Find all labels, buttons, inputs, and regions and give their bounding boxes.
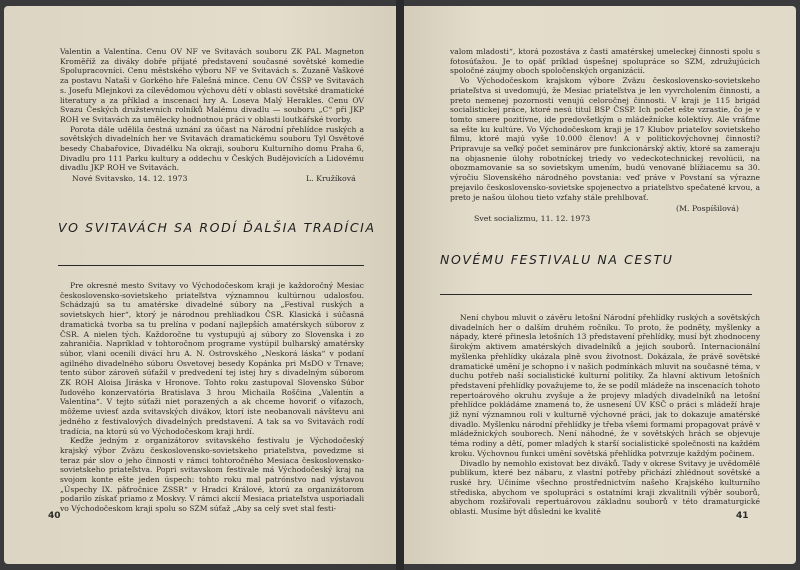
paragraph: Není chybou mluvit o závěru letošní Národní přehlídky ruských a sovětských divadelních her o dalším druhém ročníku. To proto, že podněty, myšlenky a nápady, které přinesla letošních 13 představení přehlídky, musí být zhodnoceny širokým aktivem amatérských divadelníků a jejich souborů. Internacionální myšlenka přehlídky ukázala plně svou životnost. Dokázala, že právě sovětské dramatické umění je schopno i v našich podmínkách mluvit na současné téma, v duchu potřeb naší socialistické kulturní politiky. Za hlavní aktivum letošních představení přehlídky považujeme to, že se podíl mládeže na inscenacích tohoto repertoárového okruhu zvyšuje a že projevy mladých divadelníků na letošní přehlídce pokládáme znamená to, že usnesení ÚV KSČ o práci s mládeží hraje již nyní významnou roli v kulturně výchovné práci, jak to dokazuje amatérské divadlo. Myšlenku národní přehlídky je třeba všemi formami propagovat právě v mládežnických souborech. Není náhodné, že v sovětských hrách se objevuje téma rodiny a dětí, pomer mladých k starší socialistické společnosti na každém kroku. Výchovnou funkci umění sovětská přehlídka potvrzuje každým počinem. [450, 313, 760, 458]
left-page [4, 6, 396, 564]
article-heading: VO SVITAVÁCH SA RODÍ ĎALŠIA TRADÍCIA [58, 220, 376, 235]
paragraph: Porota dále udělila čestná uznání za účast na Národní přehlídce ruských a sovětských divadelních her ve Svitavách dramatickému souboru Tyl Osvětové besedy Chabařovice, Divadélku Na okraji, souboru Kulturního domu Praha 6, Divadlu pro 111 Parku kultury a oddechu v Českých Budějovicích a Lidovému divadlu JKP ROH ve Svitavách. [60, 124, 364, 173]
paragraph: Vo Východočeskom krajskom výbore Zväzu československo-sovietskeho priateľstva si uvedomujú, že Mesiac priateľstva je len vyvrcholením činnosti, a preto nemenej pozornosti venujú celoročnej činnosti. V kraji je 115 brigád socialistickej práce, ktoré nesú titul BSP ČSSP. Ich počet ešte vzrastie, čo je v tomto smere pozitívne, ide predovšetkým o mládežnícke kolektívy. Ale vráťme sa ešte ku kultúre. Vo Východočeskom kraji je 17 Klubov priateľov sovietskeho filmu, ktoré majú vyše 10.000 členov! A v politickovýchovnej činnosti? Pripravuje sa veľký počet seminárov pre funkcionárský aktív, ktoré sa zameraju na objasnenie úlohy robotníckej triedy vo vedeckotechnickej revolúcii, na obozmamovanie sa so sovietskym umením, budú venované blížiacemu sa 30. výročiu Slovenského národného povstania: veď práve v Povstaní sa výrazne prejavilo československo-sovietske spojenectvo a priateľstvo spečatené krvou, a preto je našou úlohou tieto vzťahy stále prehlbovať. [450, 76, 760, 202]
right-body-text [450, 313, 760, 517]
signature-place: Svet socializmu, 11. 12. 1973 [474, 214, 591, 223]
book-spine [396, 0, 404, 570]
article-heading: NOVÉMU FESTIVALU NA CESTU [440, 252, 674, 267]
heading-rule [440, 294, 752, 295]
right-page [404, 6, 796, 564]
paragraph: Valentin a Valentína. Cenu OV NF ve Svitavách souboru ZK PAL Magneton Kroměříž za diváky dobře přijaté představení současné sovětské komedie Spolupracovníci. Cenu městského výboru NF ve Svitavách s. Zuzaně Vaškové za postavu Nataši v Gorkého hře Falešná mince. Cenu OV ČSSP ve Svitavách s. Josefu Mlejnkovi za cílevědomou výchovu dětí v oblasti sovětské dramatické literatury a za příklad a inscenaci hry A. Loseva Malý Herakles. Cenu OV Svazu Českých družstevních rolníků Malému divadlu — souboru „C“ při JKP ROH ve Svitavách za umělecky hodnotnou práci v oblasti loutkářské tvorby. [60, 47, 364, 124]
paragraph: Divadlo by nemohlo existovat bez diváků. Tady v okrese Svitavy je uvědomělé publikum, které bez nábaru, z vlastní potřeby přichází zhlédnout sovětské a ruské hry. Učiníme všechno prostřednictvím našeho Krajského kulturního střediska, abychom ve spolupráci s ostatními kraji zkvalitnili výběr souborů, abychom rozšiřovali repertuárovou základnu souborů v této dramaturgické oblasti. Musíme být důsledni ke kvalitě [450, 458, 760, 517]
paragraph: valom mladosti“, ktorá pozostáva z časti amatérskej umeleckej činnosti spolu s fotosúťažou. Je to opäť príklad úspešnej spolupráce so SZM, združujúcich spoločné záujmy oboch spoločenských organizácií. [450, 47, 760, 76]
signature-place: Nové Svitavsko, 14. 12. 1973 [72, 174, 188, 183]
heading-rule [58, 265, 364, 266]
signature-name: (M. Pospíšilová) [676, 204, 739, 213]
left-body-text [60, 281, 364, 514]
page-number: 40 [48, 511, 61, 521]
right-top-text [450, 47, 760, 202]
left-top-text [60, 47, 364, 173]
page-number: 41 [736, 511, 749, 521]
signature-name: L. Kružíková [306, 174, 356, 183]
paragraph: Pre okresné mesto Svitavy vo Východočeskom kraji je každoročný Mesiac československo-sovietskeho priateľstva významnou kultúrnou udalosťou. Schádzajú sa tu amatérske divadelné súbory na „Festival ruských a sovietskych hier“, ktorý je národnou prehliadkou ČSR. Klasická i súčasná dramatická tvorba sa tu prelína v podaní najlepších amatérskych súborov z ČSR. A nielen tých. Každoročne tu vystupujú aj súbory zo Slovenska i zo zahraničia. Napríklad v tohtoročnom programe vystúpil bulharský amatérsky súbor, vlani ocenili divácí hru A. N. Ostrovského „Neskorá láska“ v podaní agilného divadelného súboru Osvetovej besedy Kopánka pri MsDO v Trnave; tento súbor zároveň súťažil v predvedení tej istej hry s divadelným súborom ZK ROH Aloisa Jiráska v Hronove. Tohto roku zastupoval Slovensko Súbor ľudového konzervatória Bratislava 3 hrou Michaila Roščina „Valentín a Valentína“. V tejto súťaži niet porazených a ak chceme hovoriť o víťazoch, môžeme uviesť azda svitavských divákov, ktorí iste neobanovali návštevu ani jedného z festivalových divadelných predstavení. A tak sa vo Svitavách rodí tradícia, na ktorú sú vo Východočeskom kraji hrdí. [60, 281, 364, 436]
paragraph: Keďže jedným z organizátorov svitavského festivalu je Východočeský krajský výbor Zväzu československo-sovietskeho priateľstva, povedzme si teraz pár slov o jeho činnosti v rámci tohtoročného Mesiaca československo-sovietskeho priateľstva. Popri svitavskom festivale má Východočeský kraj na svojom konte ešte jeden úspech: tohto roku mal patrónstvo nad výstavou „Úspechy IX. päťročnice ZSSR“ v Hradci Králové, ktorú za organizátorom podarilo získať priamo z Moskvy. V rámci akcií Mesiaca priateľstva usporiadali vo Východočeskom kraji spolu so SZM súťaž „Aby sa celý svet stal festi- [60, 436, 364, 514]
